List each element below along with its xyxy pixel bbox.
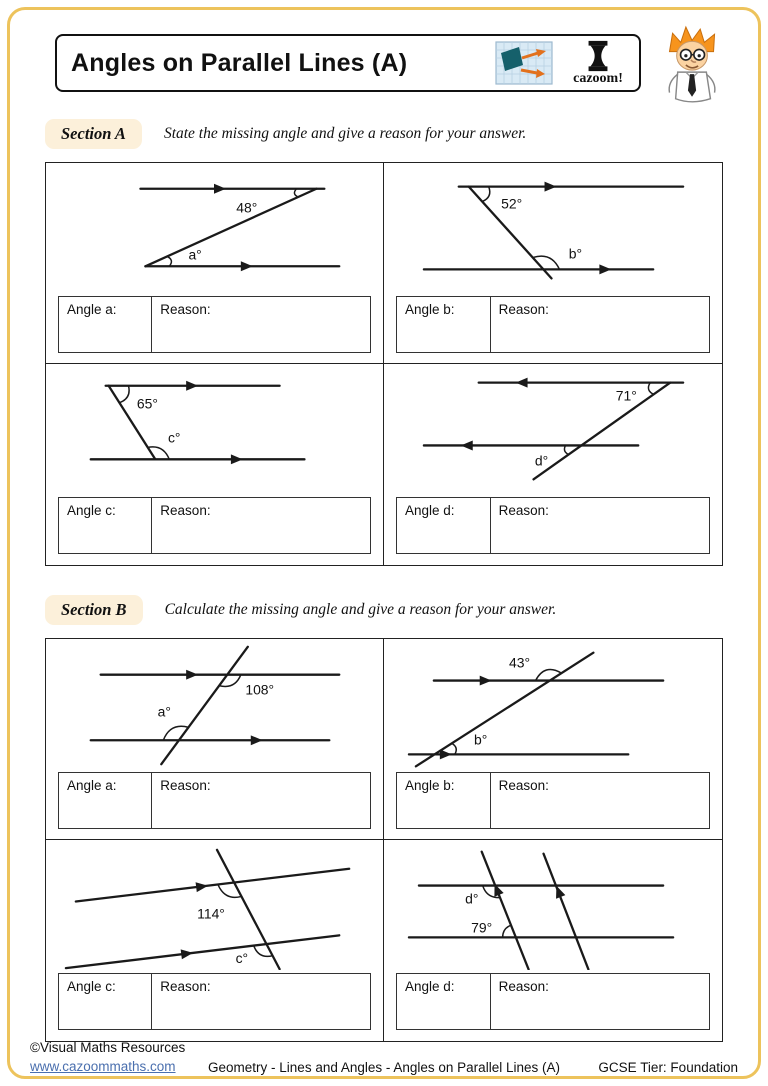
- section-a-header: [45, 118, 723, 150]
- angle-answer-label: Angle a:: [59, 773, 152, 828]
- answer-box: [396, 973, 710, 1030]
- problem-cell: [384, 163, 722, 364]
- transversal-line: [145, 189, 316, 267]
- section-a-problem-grid: [45, 162, 723, 566]
- angle-diagram-a3: [46, 367, 383, 494]
- missing-angle-label: a°: [188, 246, 202, 263]
- angle-diagram-b3: [46, 843, 383, 970]
- arrow-marker-icon: [545, 182, 557, 192]
- missing-angle-label: c°: [235, 950, 249, 967]
- transversal-line: [217, 850, 280, 969]
- angle-answer-label: Angle c:: [59, 498, 152, 553]
- parallel-line: [66, 935, 339, 968]
- arrow-marker-icon: [241, 261, 253, 271]
- problem-cell: [384, 639, 722, 840]
- transversal-line: [161, 647, 247, 764]
- arrow-marker-icon: [214, 184, 226, 194]
- arrow-marker-icon: [440, 749, 452, 759]
- geometry-icon: [495, 41, 553, 85]
- reason-label: Reason:: [160, 979, 211, 994]
- arrow-marker-icon: [181, 948, 194, 959]
- angle-answer-label: Angle a:: [59, 297, 152, 352]
- arrow-marker-icon: [516, 378, 528, 388]
- parallel-line: [76, 869, 349, 902]
- problem-cell: [384, 840, 722, 1041]
- arrow-marker-icon: [461, 440, 473, 450]
- mascot-illustration: [655, 24, 727, 110]
- answer-box: [396, 497, 710, 554]
- missing-angle-label: b°: [474, 731, 488, 748]
- title-box: [55, 34, 641, 92]
- tier-text: GCSE Tier: Foundation: [598, 1060, 738, 1075]
- reason-label: Reason:: [160, 302, 211, 317]
- known-angle-label: 43°: [509, 654, 531, 671]
- reason-label: Reason:: [498, 302, 549, 317]
- known-angle-label: 71°: [615, 387, 637, 404]
- angle-diagram-b4: [384, 843, 722, 970]
- missing-angle-label: a°: [157, 703, 171, 720]
- website-link[interactable]: www.cazoommaths.com: [30, 1059, 176, 1075]
- known-angle-label: 79°: [471, 919, 493, 936]
- angle-diagram-b2: [384, 642, 722, 769]
- parallel-line: [482, 852, 529, 970]
- angle-answer-label: Angle b:: [397, 773, 491, 828]
- answer-box: [58, 296, 371, 353]
- cazoom-spool-icon: [580, 39, 616, 73]
- missing-angle-label: b°: [568, 245, 583, 262]
- angle-diagram-a2: [384, 166, 722, 293]
- known-angle-label: 108°: [245, 681, 275, 698]
- angle-arc: [167, 256, 171, 266]
- section-b-header: [45, 594, 723, 626]
- angle-answer-label: Angle b:: [397, 297, 491, 352]
- arrow-marker-icon: [599, 264, 611, 274]
- arrow-marker-icon: [251, 735, 263, 745]
- copyright-text: ©Visual Maths Resources: [30, 1040, 186, 1056]
- problem-cell: [46, 163, 384, 364]
- transversal-line: [534, 383, 671, 480]
- angle-answer-label: Angle c:: [59, 974, 152, 1029]
- angle-arc: [482, 187, 490, 202]
- reason-label: Reason:: [498, 503, 549, 518]
- problem-cell: [46, 840, 384, 1041]
- known-angle-label: 52°: [501, 195, 523, 212]
- arrow-marker-icon: [480, 676, 492, 686]
- footer: [30, 1039, 738, 1077]
- arrow-marker-icon: [231, 454, 243, 464]
- reason-label: Reason:: [160, 778, 211, 793]
- angle-arc: [120, 386, 130, 403]
- problem-cell: [384, 364, 722, 565]
- parallel-line: [544, 854, 589, 970]
- angle-answer-label: Angle d:: [397, 498, 491, 553]
- reason-label: Reason:: [498, 979, 549, 994]
- known-angle-label: 65°: [136, 395, 158, 412]
- answer-box: [396, 296, 710, 353]
- answer-box: [396, 772, 710, 829]
- section-label: Section A: [45, 119, 142, 149]
- arrow-marker-icon: [196, 881, 209, 892]
- missing-angle-label: d°: [534, 452, 549, 469]
- footer-left: [30, 1039, 185, 1077]
- problem-cell: [46, 639, 384, 840]
- arrow-marker-icon: [186, 670, 198, 680]
- angle-diagram-a4: [384, 367, 722, 494]
- angle-arc: [648, 383, 654, 395]
- known-angle-label: 48°: [236, 199, 258, 216]
- angle-answer-label: Angle d:: [397, 974, 491, 1029]
- angle-arc: [503, 925, 511, 937]
- angle-arc: [564, 445, 568, 454]
- arrow-marker-icon: [490, 882, 504, 897]
- section-label: Section B: [45, 595, 143, 625]
- problem-cell: [46, 364, 384, 565]
- angle-diagram-a1: [46, 166, 383, 293]
- angle-diagram-b1: [46, 642, 383, 769]
- known-angle-label: 114°: [197, 905, 225, 922]
- reason-label: Reason:: [160, 503, 211, 518]
- angle-arc: [452, 743, 456, 754]
- section-instruction: Calculate the missing angle and give a reason for your answer.: [164, 601, 557, 618]
- section-b-problem-grid: [45, 638, 723, 1042]
- missing-angle-label: c°: [167, 429, 181, 446]
- arrow-marker-icon: [186, 381, 198, 391]
- cazoom-logo: [567, 39, 629, 87]
- answer-box: [58, 497, 371, 554]
- section-instruction: State the missing angle and give a reason for your answer.: [163, 125, 527, 142]
- cazoom-wordmark: cazoom!: [573, 71, 623, 86]
- missing-angle-label: d°: [465, 890, 479, 907]
- answer-box: [58, 973, 371, 1030]
- transversal-line: [416, 653, 593, 767]
- header: [55, 34, 723, 98]
- footer-center-text: Geometry - Lines and Angles - Angles on Parallel Lines (A): [208, 1060, 560, 1075]
- answer-box: [58, 772, 371, 829]
- reason-label: Reason:: [498, 778, 549, 793]
- page-title: Angles on Parallel Lines (A): [71, 48, 408, 77]
